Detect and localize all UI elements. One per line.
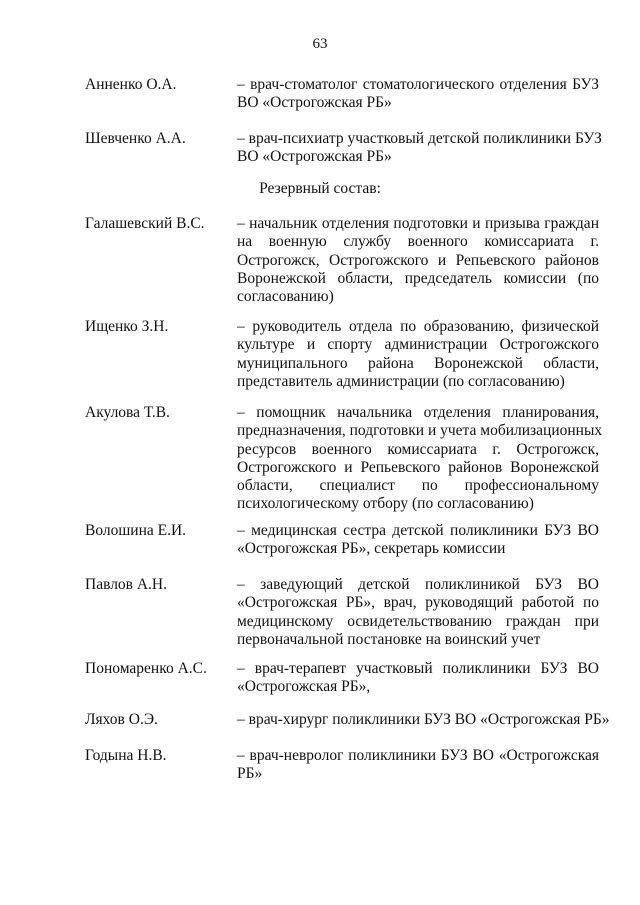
- role-line: муниципального района Воронежской области,: [237, 354, 599, 372]
- role-line: – врач-хирург поликлиники БУЗ ВО «Острогожская РБ»: [237, 711, 610, 728]
- role-line: ВО «Острогожская РБ»: [237, 148, 392, 166]
- role-line: «Острогожская РБ», секретарь комиссии: [237, 540, 506, 558]
- role-line: ВО «Острогожская РБ»: [237, 94, 392, 112]
- role-line: ресурсов военного комиссариата г. Острогожск,: [237, 440, 599, 458]
- person-name: Ищенко З.Н.: [85, 318, 169, 335]
- role-line: первоначальной постановке на воинский учет: [237, 630, 541, 648]
- role-line: «Острогожская РБ»,: [237, 678, 371, 696]
- role-line: предназначения, подготовки и учета мобилизационных: [237, 422, 603, 440]
- role-line: – заведующий детской поликлиникой БУЗ ВО: [237, 576, 599, 593]
- page-number: 63: [312, 36, 328, 52]
- person-name: Пономаренко А.С.: [85, 660, 207, 677]
- role-line: – врач-психиатр участковый детской поликлиники БУЗ: [237, 130, 602, 147]
- role-line: – врач-невролог поликлиники БУЗ ВО «Острогожская: [237, 747, 599, 764]
- person-role: [237, 76, 599, 113]
- person-name: Акулова Т.В.: [85, 404, 170, 421]
- role-line: представитель администрации (по согласованию): [237, 372, 565, 390]
- role-line: Острогожского и Репьевского районов Воронежской: [237, 458, 599, 476]
- person-name: Галашевский В.С.: [85, 215, 205, 232]
- person-name: Волошина Е.И.: [85, 522, 187, 539]
- person-role: [237, 215, 599, 306]
- role-line: Воронежской области, председатель комиссии (по: [237, 269, 599, 287]
- role-line: – врач-терапевт участковый поликлиники БУЗ ВО: [237, 660, 599, 677]
- person-role: [237, 318, 599, 391]
- person-role: [237, 522, 599, 559]
- person-name: Павлов А.Н.: [85, 576, 168, 593]
- role-line: психологическому отбору (по согласованию): [237, 495, 534, 513]
- role-line: культуре и спорту администрации Острогожского: [237, 336, 599, 354]
- role-line: – начальник отделения подготовки и призыва граждан: [237, 215, 599, 232]
- role-line: – врач-стоматолог стоматологического отделения БУЗ: [237, 76, 599, 93]
- role-line: – помощник начальника отделения планирования,: [237, 404, 599, 421]
- role-line: – руководитель отдела по образованию, физической: [237, 318, 599, 335]
- role-line: области, специалист по профессиональному: [237, 477, 599, 495]
- person-role: [237, 711, 610, 729]
- person-role: [237, 130, 602, 167]
- role-line: на военную службу военного комиссариата г.: [237, 233, 599, 251]
- person-name: Шевченко А.А.: [85, 130, 186, 147]
- person-role: [237, 747, 599, 784]
- role-line: РБ»: [237, 765, 263, 783]
- person-name: Ляхов О.Э.: [85, 711, 158, 728]
- role-line: «Острогожская РБ», врач, руководящий работой по: [237, 594, 599, 612]
- person-role: [237, 404, 603, 514]
- person-role: [237, 576, 599, 649]
- role-line: – медицинская сестра детской поликлиники БУЗ ВО: [237, 522, 599, 539]
- person-name: Анненко О.А.: [85, 76, 177, 93]
- role-line: согласованию): [237, 288, 334, 306]
- role-line: медицинскому освидетельствованию граждан при: [237, 612, 599, 630]
- person-role: [237, 660, 599, 697]
- reserve-heading: Резервный состав:: [259, 180, 381, 197]
- role-line: Острогожск, Острогожского и Репьевского районов: [237, 251, 599, 269]
- person-name: Годына Н.В.: [85, 747, 167, 764]
